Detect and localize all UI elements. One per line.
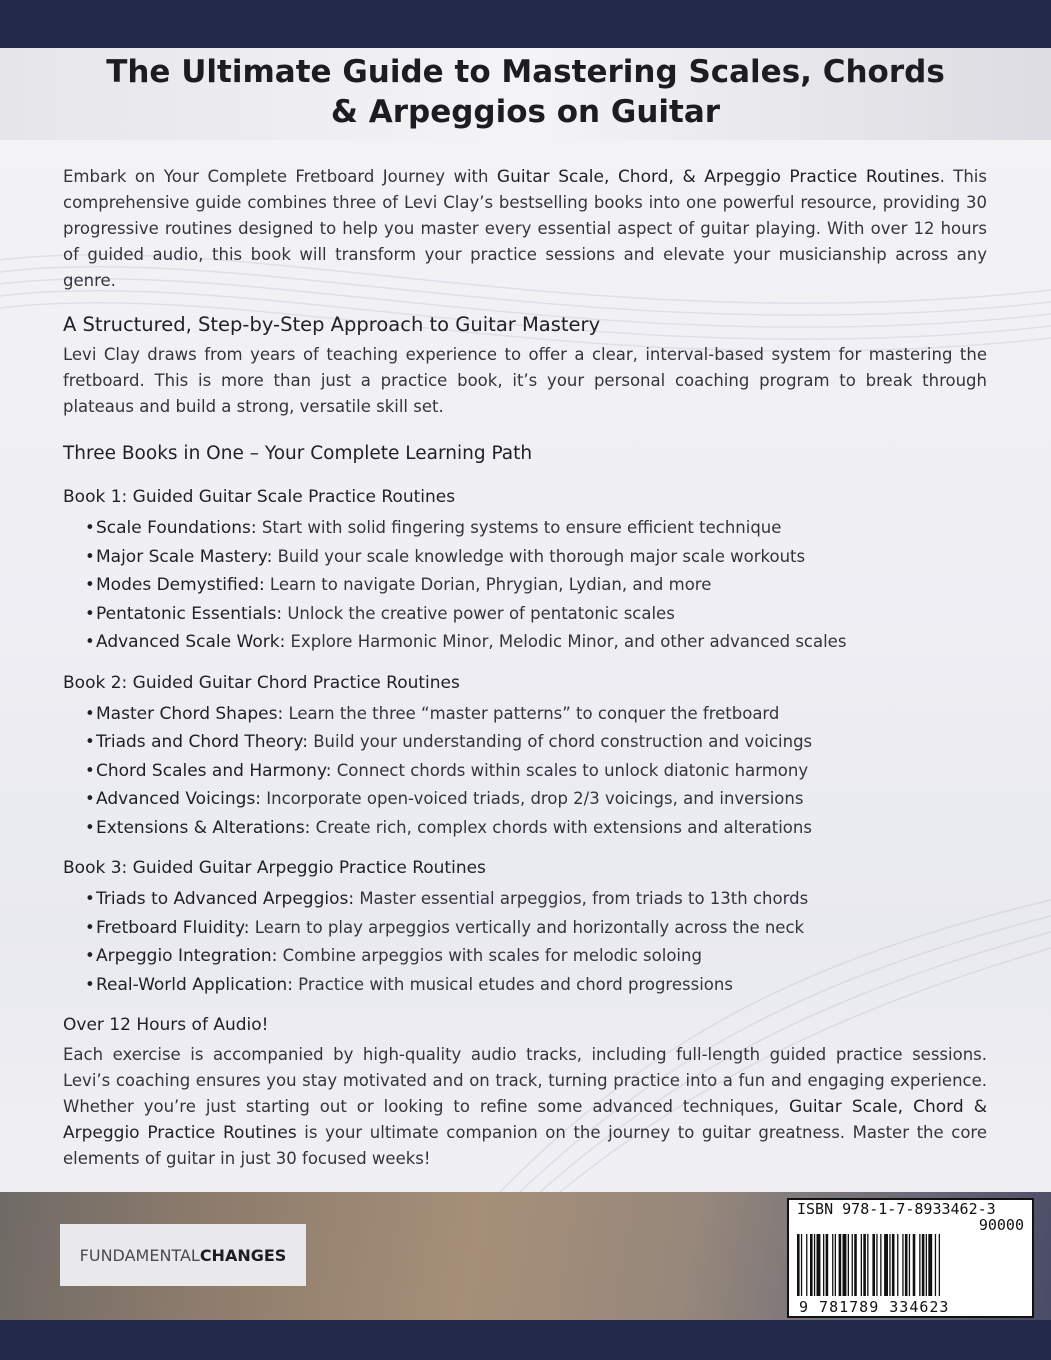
list-item-text: Combine arpeggios with scales for melodic soloing <box>277 946 702 965</box>
barcode-number: 9 781789 334623 <box>799 1298 950 1316</box>
list-item <box>85 814 987 843</box>
barcode-bar <box>909 1234 910 1296</box>
list-item-text: Unlock the creative power of pentatonic scales <box>282 603 675 623</box>
list-item-label: Master Chord Shapes: <box>96 703 284 724</box>
barcode-bar <box>926 1234 927 1296</box>
barcode-bar <box>922 1234 925 1296</box>
page-title <box>0 52 1051 132</box>
barcode-bar <box>919 1234 920 1296</box>
audio-heading: Over 12 Hours of Audio! <box>63 1015 269 1035</box>
barcode-bar <box>852 1234 853 1296</box>
list-item <box>85 600 987 629</box>
list-item <box>85 543 987 572</box>
list-item <box>85 571 987 600</box>
barcode-bar <box>843 1234 847 1296</box>
barcode-bar <box>861 1234 862 1296</box>
list-item-text: Incorporate open-voiced triads, drop 2/3 voicings, and inversions <box>261 789 804 808</box>
list-item-text: Learn to play arpeggios vertically and horizontally across the neck <box>249 917 805 937</box>
barcode-bar <box>897 1234 898 1296</box>
publisher-logo <box>60 1224 306 1286</box>
barcode-bar <box>817 1234 821 1296</box>
audio-text-start: Each exercise is accompanied by high-quality audio tracks, including full-length guided practice sessions. Levi’s coaching ensures you stay motivated and on track, turning practice into a fun and engaging experience. Whether you’re just starting out or looking to refine some advanced techniques, <box>63 1045 987 1116</box>
approach-paragraph: Levi Clay draws from years of teaching experience to offer a clear, interval-based system for mastering the fretboard. This is more than just a practice book, it’s your personal coaching program to break through plateaus and build a strong, versatile skill set. <box>63 345 987 416</box>
isbn-text: ISBN 978-1-7-8933462-3 <box>797 1200 996 1218</box>
list-item-label: Advanced Voicings: <box>96 789 262 809</box>
audio-paragraph <box>63 1042 987 1172</box>
book-2-list <box>63 700 987 843</box>
barcode-bar <box>913 1234 916 1296</box>
barcode-bar <box>806 1234 807 1296</box>
list-item-text: Connect chords within scales to unlock diatonic harmony <box>331 760 809 780</box>
list-item-label: Advanced Scale Work: <box>96 632 286 652</box>
barcode-bar <box>872 1234 875 1296</box>
barcode-bar <box>889 1234 890 1296</box>
barcode-bar <box>939 1234 940 1296</box>
book-3-list <box>63 885 987 999</box>
three-books-heading: Three Books in One – Your Complete Learning Path <box>63 443 533 464</box>
list-item <box>85 942 987 971</box>
book-1-heading: Book 1: Guided Guitar Scale Practice Routines <box>63 487 456 507</box>
top-band <box>0 0 1051 48</box>
list-item-label: Major Scale Mastery: <box>96 546 273 567</box>
book-1-list <box>63 514 987 657</box>
audio-text-end: is your ultimate companion on the journey to guitar greatness. Master the core elements of guitar in just 30 focused weeks! <box>63 1123 987 1168</box>
list-item-text: Practice with musical etudes and chord progressions <box>292 974 733 994</box>
barcode-bars <box>797 1234 1025 1298</box>
barcode-bar <box>835 1234 836 1296</box>
barcode-bar <box>863 1234 866 1296</box>
list-item <box>85 885 987 914</box>
barcode-bar <box>839 1234 842 1296</box>
isbn-barcode <box>787 1198 1034 1318</box>
barcode-bar <box>823 1234 824 1296</box>
list-item-label: Scale Foundations: <box>96 518 257 538</box>
barcode-bar <box>884 1234 888 1296</box>
list-item-text: Create rich, complex chords with extensions and alterations <box>310 817 812 837</box>
list-item-label: Triads to Advanced Arpeggios: <box>96 889 355 909</box>
book-2-heading: Book 2: Guided Guitar Chord Practice Routines <box>63 672 460 693</box>
barcode-bar <box>848 1234 849 1296</box>
list-item-label: Fretboard Fluidity: <box>96 917 250 938</box>
bottom-band <box>0 1320 1051 1360</box>
book-3-heading: Book 3: Guided Guitar Arpeggio Practice Routines <box>63 858 486 878</box>
list-item-label: Extensions & Alterations: <box>96 817 311 838</box>
publisher-logo-text <box>80 1246 287 1265</box>
barcode-bar <box>892 1234 895 1296</box>
list-item-text: Start with solid fingering systems to ensure efficient technique <box>256 518 782 537</box>
list-item-text: Explore Harmonic Minor, Melodic Minor, and other advanced scales <box>285 632 847 651</box>
list-item <box>85 700 987 729</box>
list-item-label: Pentatonic Essentials: <box>96 603 283 624</box>
publisher-name-light: FUNDAMENTAL <box>79 1245 200 1265</box>
list-item-label: Arpeggio Integration: <box>96 946 278 966</box>
list-item <box>85 971 987 1000</box>
list-item-text: Master essential arpeggios, from triads to 13th chords <box>354 889 809 908</box>
barcode-bar <box>880 1234 881 1296</box>
list-item <box>85 914 987 943</box>
list-item <box>85 757 987 786</box>
intro-book-title: Guitar Scale, Chord, & Arpeggio Practice Routines <box>496 167 940 187</box>
barcode-bar <box>854 1234 857 1296</box>
price-code: 90000 <box>978 1216 1024 1234</box>
intro-text-end: . This comprehensive guide combines three of Levi Clay’s bestselling books into one powerful resource, providing 30 progressive routines designed to help you master every essential aspect of guitar playing. With over 12 hours of guided audio, this book will transform your practice sessions and elevate your musicianship across any genre. <box>63 167 987 290</box>
description-content <box>63 164 987 1172</box>
title-line-1: The Ultimate Guide to Mastering Scales, Chords <box>106 54 945 90</box>
list-item-label: Real-World Application: <box>96 974 293 995</box>
intro-text-start: Embark on Your Complete Fretboard Journey with <box>63 167 497 186</box>
list-item <box>85 628 987 657</box>
intro-paragraph <box>63 164 987 294</box>
approach-heading: A Structured, Step-by-Step Approach to Guitar Mastery <box>63 313 601 336</box>
barcode-bar <box>928 1234 932 1296</box>
barcode-bar <box>826 1234 829 1296</box>
barcode-bar <box>935 1234 936 1296</box>
list-item-label: Triads and Chord Theory: <box>96 732 308 752</box>
publisher-name-bold: CHANGES <box>199 1245 287 1265</box>
list-item-text: Learn to navigate Dorian, Phrygian, Lydian, and more <box>264 575 712 594</box>
list-item <box>85 785 987 814</box>
barcode-bar <box>801 1234 802 1296</box>
list-item <box>85 514 987 543</box>
list-item <box>85 728 987 757</box>
barcode-bar <box>876 1234 877 1296</box>
list-item-text: Build your understanding of chord construction and voicings <box>307 732 813 751</box>
list-item-label: Chord Scales and Harmony: <box>96 760 332 781</box>
list-item-label: Modes Demystified: <box>96 575 265 595</box>
barcode-bar <box>902 1234 903 1296</box>
list-item-text: Learn the three “master patterns” to conquer the fretboard <box>283 703 780 723</box>
barcode-bar <box>810 1234 813 1296</box>
title-line-2: & Arpeggios on Guitar <box>330 94 721 130</box>
barcode-bar <box>832 1234 833 1296</box>
barcode-bar <box>814 1234 815 1296</box>
audio-book-title: Guitar Scale, Chord & Arpeggio Practice Routines <box>63 1097 987 1143</box>
barcode-bar <box>867 1234 868 1296</box>
barcode-bar <box>905 1234 908 1296</box>
list-item-text: Build your scale knowledge with thorough major scale workouts <box>272 546 806 566</box>
barcode-bar <box>797 1234 800 1296</box>
